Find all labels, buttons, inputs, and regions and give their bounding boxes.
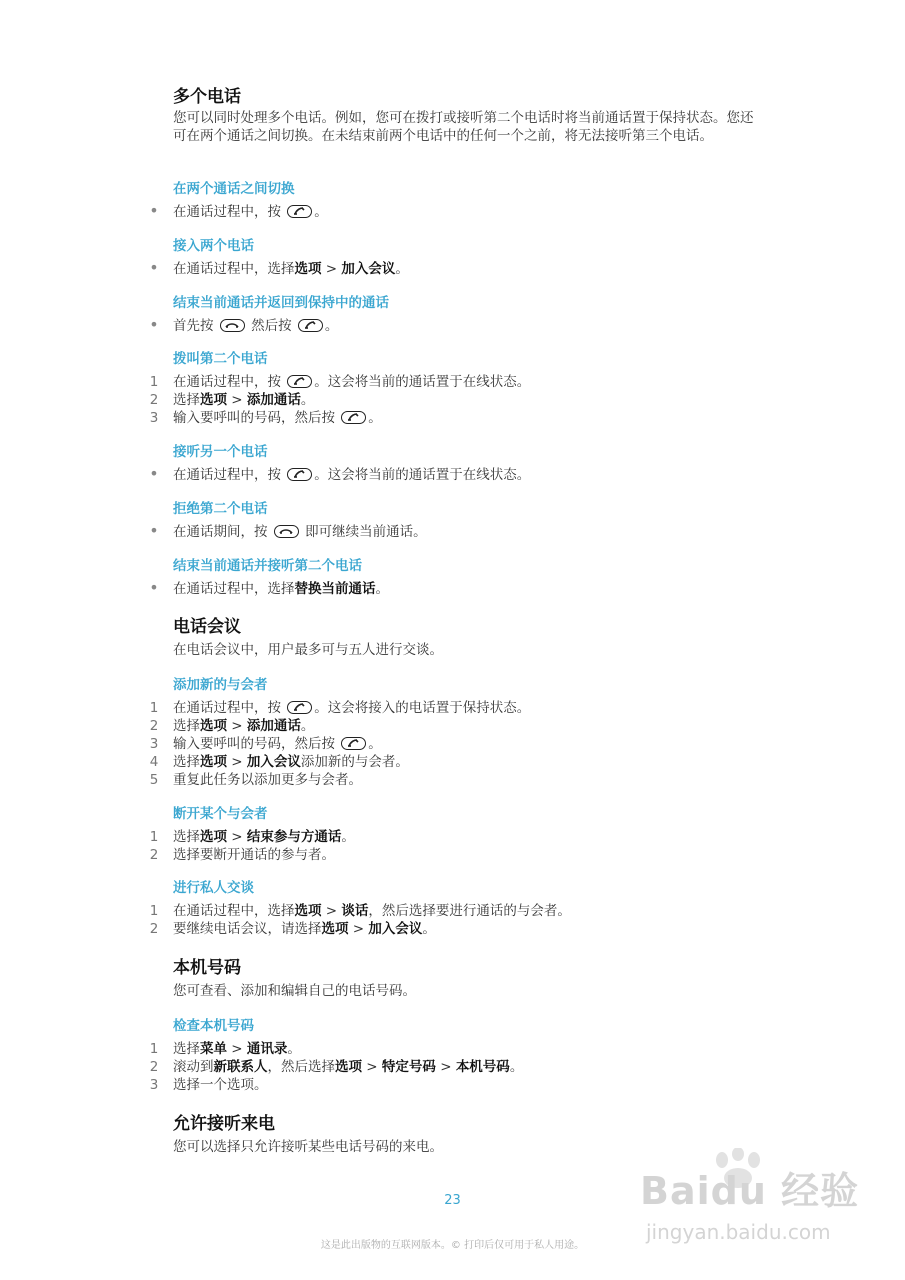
list-item: 3 输入要呼叫的号码，然后按 。: [173, 735, 382, 753]
step-number: 1: [149, 374, 159, 390]
step-number: 3: [149, 736, 159, 752]
step-number: 2: [149, 392, 159, 408]
bullet: •: [149, 201, 159, 220]
heading-check-own-number: 检查本机号码: [173, 1018, 254, 1034]
end-key-icon: [274, 525, 299, 538]
section-title-multiple-calls: 多个电话: [173, 87, 241, 107]
list-item: 4 选择选项 > 加入会议添加新的与会者。: [173, 753, 409, 771]
step-number: 3: [149, 1077, 159, 1093]
step-number: 2: [149, 1059, 159, 1075]
section-title-conference: 电话会议: [173, 617, 241, 637]
list-item: • 在通话期间，按 即可继续当前通话。: [173, 523, 427, 541]
list-item: 2 选择选项 > 添加通话。: [173, 717, 314, 735]
step-number: 1: [149, 903, 159, 919]
bullet: •: [149, 315, 159, 334]
list-item: 3 输入要呼叫的号码，然后按 。: [173, 409, 382, 427]
step-number: 3: [149, 410, 159, 426]
intro-multiple-calls: 您可以同时处理多个电话。例如，您可在拨打或接听第二个电话时将当前通话置于保持状态。您还可在两个通话之间切换。在未结束前两个电话中的任何一个之前，将无法接听第三个电话。: [173, 110, 754, 144]
list-item: • 在通话过程中，选择替换当前通话。: [173, 580, 389, 598]
bullet: •: [149, 258, 159, 277]
step-number: 2: [149, 718, 159, 734]
call-key-icon: [287, 701, 312, 714]
call-key-icon: [287, 468, 312, 481]
call-key-icon: [341, 411, 366, 424]
list-item: 1 选择选项 > 结束参与方通话。: [173, 828, 355, 846]
list-item: • 在通话过程中，选择选项 > 加入会议。: [173, 260, 409, 278]
step-number: 1: [149, 1041, 159, 1057]
bullet: •: [149, 521, 159, 540]
list-item: 2 滚动到新联系人，然后选择选项 > 特定号码 > 本机号码。: [173, 1058, 523, 1076]
intro-accept-calls: 您可以选择只允许接听某些电话号码的来电。: [173, 1139, 443, 1155]
heading-private-talk: 进行私人交谈: [173, 880, 254, 896]
heading-reject-second: 拒绝第二个电话: [173, 501, 268, 517]
watermark-logo: Baidu 经验: [640, 1169, 860, 1213]
end-key-icon: [220, 319, 245, 332]
section-title-accept-calls: 允许接听来电: [173, 1114, 275, 1134]
step-number: 1: [149, 700, 159, 716]
heading-end-and-return: 结束当前通话并返回到保持中的通话: [173, 295, 389, 311]
list-item: • 在通话过程中，按 。: [173, 203, 328, 221]
bullet: •: [149, 464, 159, 483]
watermark-url: jingyan.baidu.com: [646, 1220, 831, 1244]
list-item: • 在通话过程中，按 。这会将当前的通话置于在线状态。: [173, 466, 530, 484]
heading-join-calls: 接入两个电话: [173, 238, 254, 254]
call-key-icon: [341, 737, 366, 750]
step-number: 4: [149, 754, 159, 770]
heading-answer-second: 接听另一个电话: [173, 444, 268, 460]
list-item: • 首先按 然后按 。: [173, 317, 338, 335]
page-number: 23: [444, 1193, 461, 1208]
call-key-icon: [287, 205, 312, 218]
list-item: 1 在通话过程中，按 。这会将当前的通话置于在线状态。: [173, 373, 530, 391]
footer-note: 这是此出版物的互联网版本。© 打印后仅可用于私人用途。: [320, 1240, 585, 1251]
section-title-own-number: 本机号码: [173, 958, 241, 978]
heading-release-participant: 断开某个与会者: [173, 806, 268, 822]
heading-switch-calls: 在两个通话之间切换: [173, 181, 295, 197]
list-item: 2 选择要断开通话的参与者。: [173, 846, 335, 864]
list-item: 2 选择选项 > 添加通话。: [173, 391, 314, 409]
step-number: 2: [149, 847, 159, 863]
list-item: 1 在通话过程中，选择选项 > 谈话，然后选择要进行通话的与会者。: [173, 902, 571, 920]
heading-dial-second: 拨叫第二个电话: [173, 351, 268, 367]
intro-conference: 在电话会议中，用户最多可与五人进行交谈。: [173, 642, 443, 658]
watermark: [640, 1150, 890, 1270]
heading-add-participant: 添加新的与会者: [173, 677, 268, 693]
heading-end-and-answer: 结束当前通话并接听第二个电话: [173, 558, 362, 574]
list-item: 3 选择一个选项。: [173, 1076, 268, 1094]
call-key-icon: [298, 319, 323, 332]
intro-own-number: 您可查看、添加和编辑自己的电话号码。: [173, 983, 416, 999]
step-number: 2: [149, 921, 159, 937]
list-item: 1 在通话过程中，按 。这会将接入的电话置于保持状态。: [173, 699, 530, 717]
step-number: 1: [149, 829, 159, 845]
step-number: 5: [149, 772, 159, 788]
bullet: •: [149, 578, 159, 597]
list-item: 2 要继续电话会议，请选择选项 > 加入会议。: [173, 920, 436, 938]
list-item: 5 重复此任务以添加更多与会者。: [173, 771, 362, 789]
list-item: 1 选择菜单 > 通讯录。: [173, 1040, 301, 1058]
call-key-icon: [287, 375, 312, 388]
